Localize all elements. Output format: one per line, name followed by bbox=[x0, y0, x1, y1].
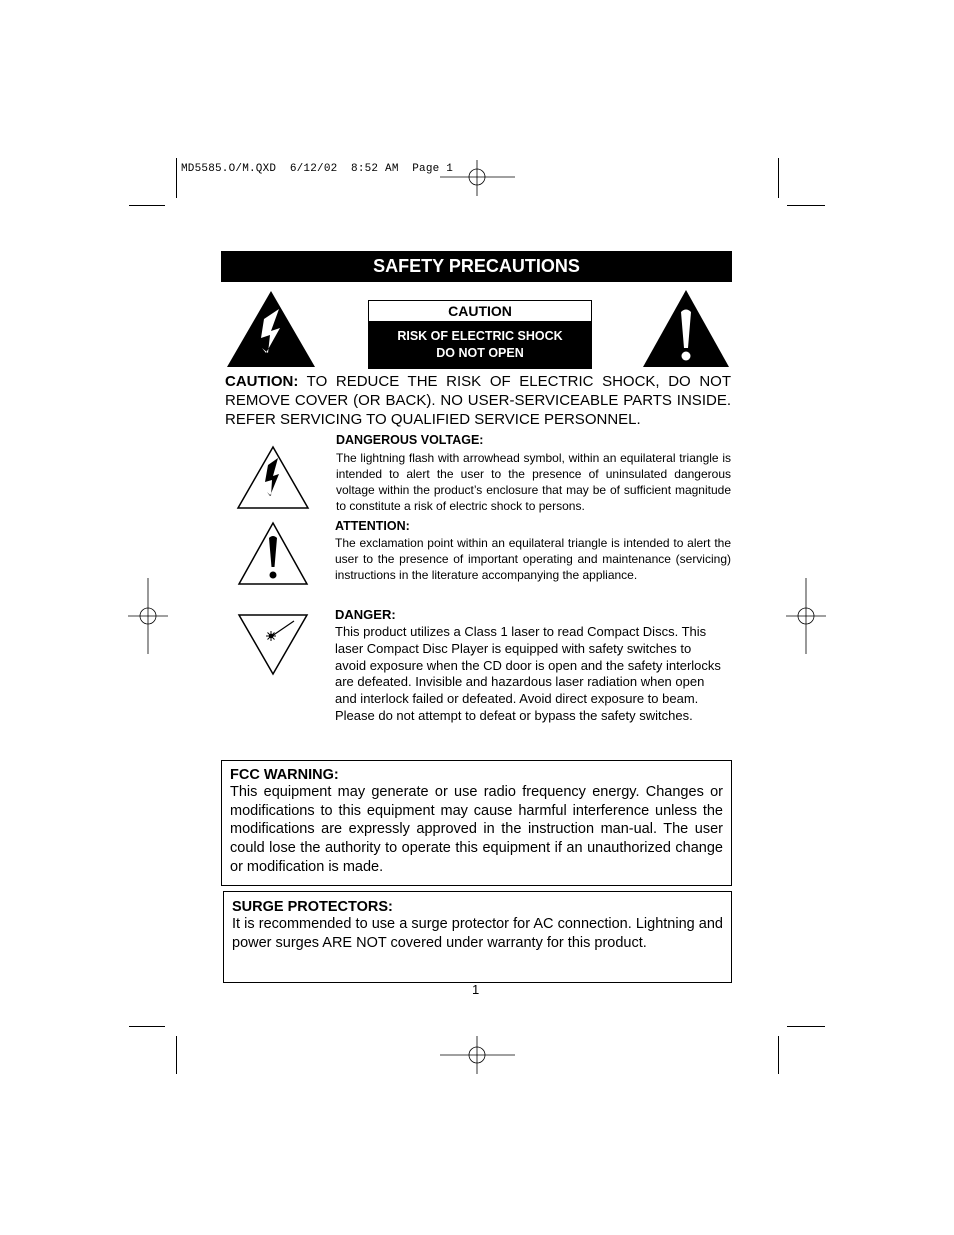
crop-mark-bottom-left-h bbox=[129, 1026, 165, 1027]
lightning-triangle-icon bbox=[236, 446, 310, 510]
fcc-title: FCC WARNING: bbox=[230, 767, 339, 783]
crop-mark-top-left-v bbox=[176, 158, 177, 198]
voltage-title: DANGEROUS VOLTAGE: bbox=[336, 433, 484, 447]
surge-text: It is recommended to use a surge protector for AC connection. Lightning and power surges ARE NOT covered under warranty for this product. bbox=[232, 916, 723, 951]
registration-mark-icon bbox=[786, 578, 826, 656]
danger-text: This product utilizes a Class 1 laser to read Compact Discs. This laser Compact Disc Player is equipped with safety switches to avoid exposure when the CD door is open and the safety interlocks are defeated. Invisible and hazardous laser radiation when open and interlock failed or defeated. Avoid direct exposure to beam. Please do not attempt to defeat or bypass the safety switches. bbox=[335, 624, 721, 723]
crop-mark-top-right-v bbox=[778, 158, 779, 198]
crop-mark-top-left-h bbox=[129, 205, 165, 206]
danger-title: DANGER: bbox=[335, 607, 396, 622]
caution-line-1: RISK OF ELECTRIC SHOCK bbox=[397, 328, 563, 343]
registration-mark-icon bbox=[128, 578, 168, 656]
caution-line-2: DO NOT OPEN bbox=[436, 345, 524, 360]
page-title bbox=[221, 251, 732, 282]
exclamation-triangle-icon bbox=[237, 522, 309, 586]
crop-mark-bottom-right-v bbox=[778, 1036, 779, 1074]
crop-mark-top-right-h bbox=[787, 205, 825, 206]
caution-label-box bbox=[368, 300, 592, 369]
page-title-text: SAFETY PRECAUTIONS bbox=[373, 256, 580, 276]
main-caution-text: TO REDUCE THE RISK OF ELECTRIC SHOCK, DO NOT REMOVE COVER (OR BACK). NO USER-SERVICEABLE PARTS INSIDE. REFER SERVICING TO QUALIFIED SERVICE PERSONNEL. bbox=[225, 373, 731, 428]
caution-heading: CAUTION bbox=[448, 303, 512, 319]
attention-title: ATTENTION: bbox=[335, 519, 410, 533]
main-caution-label: CAUTION: bbox=[225, 373, 299, 390]
fcc-warning-box bbox=[221, 760, 732, 886]
surge-protectors-box bbox=[223, 891, 732, 983]
crop-mark-bottom-right-h bbox=[787, 1026, 825, 1027]
registration-mark-icon bbox=[440, 1036, 516, 1076]
page-number: 1 bbox=[472, 982, 480, 997]
file-slug-line: MD5585.O/M.QXD 6/12/02 8:52 AM Page 1 bbox=[181, 163, 454, 175]
surge-title: SURGE PROTECTORS: bbox=[232, 899, 393, 915]
fcc-text: This equipment may generate or use radio frequency energy. Changes or modifications to this equipment may cause harmful interference unless the modifications are expressly approved in the instruction man-ual. The user could lose the authority to operate this equipment if an unauthorized change or modification is made. bbox=[230, 784, 723, 875]
exclamation-triangle-icon bbox=[642, 290, 730, 368]
attention-text: The exclamation point within an equilateral triangle is intended to alert the user to the presence of important operating and maintenance (servicing) instructions in the literature accompanying the appliance. bbox=[335, 536, 731, 582]
lightning-triangle-icon bbox=[226, 291, 316, 368]
main-caution-paragraph bbox=[225, 372, 731, 429]
voltage-text: The lightning flash with arrowhead symbol, within an equilateral triangle is intended to alert the user to the presence of uninsulated dangerous voltage within the product’s enclosure that may be of sufficient magnitude to constitute a risk of electric shock to persons. bbox=[336, 451, 731, 513]
crop-mark-bottom-left-v bbox=[176, 1036, 177, 1074]
caution-body bbox=[369, 321, 591, 368]
laser-triangle-icon bbox=[237, 613, 309, 676]
